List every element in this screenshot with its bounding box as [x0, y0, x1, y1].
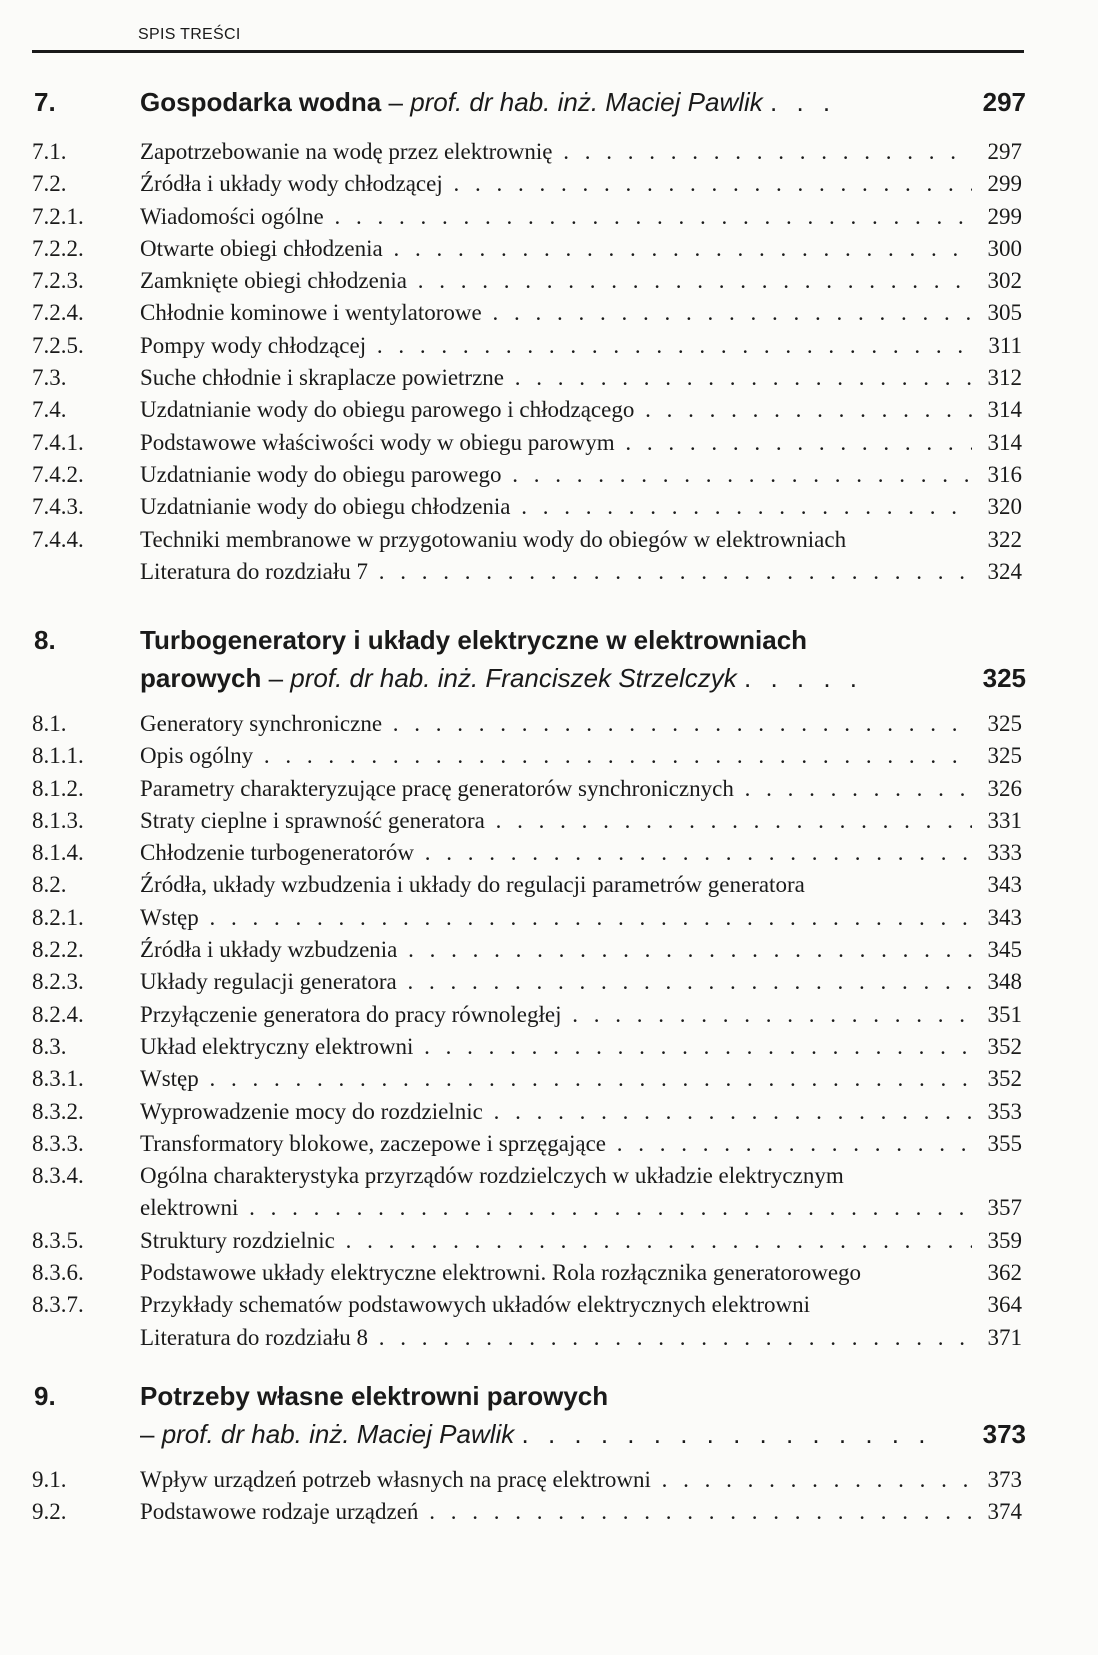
chapter-author: prof. dr hab. inż. Maciej Pawlik — [410, 87, 763, 117]
toc-entry[interactable] — [32, 740, 1026, 772]
entry-page: 364 — [987, 1292, 1022, 1318]
entry-number: 8.3.6. — [32, 1260, 84, 1286]
chapter-8-entries — [32, 708, 1026, 1354]
toc-entry[interactable] — [32, 1192, 1026, 1224]
entry-page: 343 — [987, 904, 1022, 930]
entry-number: 8.1.3. — [32, 807, 84, 833]
entry-title: Podstawowe układy elektryczne elektrowni. Rola rozłącznika generatorowego — [140, 1260, 862, 1286]
entry-page: 374 — [987, 1499, 1022, 1525]
toc-entry[interactable] — [32, 773, 1026, 805]
entry-title-wrap — [140, 1322, 972, 1354]
entry-title-wrap — [140, 1192, 972, 1224]
entry-title: Suche chłodnie i skraplacze powietrzne — [140, 365, 505, 391]
entry-number: 8.2.2. — [32, 937, 84, 963]
entry-title-wrap — [140, 1160, 972, 1192]
chapter-9-entries — [32, 1464, 1026, 1529]
entry-number: 8.3.7. — [32, 1292, 84, 1318]
chapter-number: 8. — [34, 625, 56, 655]
entry-title-wrap — [140, 1464, 972, 1496]
entry-title-wrap — [140, 297, 972, 329]
entry-number: 8.1.1. — [32, 743, 84, 769]
entry-title: Źródła i układy wzbudzenia — [140, 937, 398, 963]
entry-number: 7.2. — [32, 171, 67, 197]
entry-title: Podstawowe rodzaje urządzeń — [140, 1499, 419, 1525]
entry-title-wrap — [140, 1496, 972, 1528]
entry-number: 8.3. — [32, 1033, 67, 1059]
chapter-9-heading[interactable]: 9. Potrzeby własne elektrowni parowych – prof. dr hab. inż. Maciej Pawlik . . . . . . . . . . . . . . . . 373 — [32, 1378, 1026, 1454]
entry-title: Transformatory blokowe, zaczepowe i sprzęgające — [140, 1130, 606, 1156]
entry-title: Opis ogólny — [140, 743, 254, 769]
entry-page: 302 — [987, 268, 1022, 294]
toc-entry[interactable] — [32, 168, 1026, 200]
entry-page: 353 — [987, 1098, 1022, 1124]
running-header — [32, 26, 1024, 53]
entry-title-wrap — [140, 201, 972, 233]
chapter-author: prof. dr hab. inż. Franciszek Strzelczyk — [290, 663, 737, 693]
toc-entry[interactable] — [32, 297, 1026, 329]
entry-page: 348 — [987, 969, 1022, 995]
toc-entry[interactable] — [32, 1225, 1026, 1257]
toc-entry[interactable] — [32, 1496, 1026, 1528]
toc-entry[interactable] — [32, 1128, 1026, 1160]
entry-title: Źródła, układy wzbudzenia i układy do regulacji parametrów generatora — [140, 872, 805, 898]
entry-page: 325 — [987, 711, 1022, 736]
entry-page: 325 — [987, 743, 1022, 769]
toc-entry[interactable] — [32, 1096, 1026, 1128]
entry-page: 324 — [987, 558, 1022, 584]
entry-number: 8.3.2. — [32, 1098, 84, 1124]
chapter-title-line1: Turbogeneratory i układy elektryczne w elektrowniach — [140, 625, 808, 655]
entry-title-wrap — [140, 966, 972, 998]
entry-title: Wstęp — [140, 904, 199, 930]
entry-page: 322 — [987, 526, 1022, 552]
entry-title: Literatura do rozdziału 8 — [140, 1324, 368, 1350]
entry-title: Struktury rozdzielnic — [140, 1227, 335, 1253]
entry-page: 305 — [987, 300, 1022, 326]
entry-page: 312 — [987, 365, 1022, 391]
entry-number: 7.4.1. — [32, 429, 84, 455]
entry-title-wrap — [140, 168, 972, 200]
entry-title: Uzdatnianie wody do obiegu parowego i chłodzącego — [140, 397, 635, 423]
entry-page: 357 — [987, 1195, 1022, 1221]
entry-page: 362 — [987, 1260, 1022, 1286]
entry-number: 7.4.3. — [32, 494, 84, 520]
entry-page: 311 — [988, 332, 1022, 358]
chapter-8-heading[interactable]: 8. Turbogeneratory i układy elektryczne w elektrowniach parowych – prof. dr hab. inż. Franciszek Strzelczyk . . . . . 325 — [32, 622, 1026, 698]
toc-entry[interactable] — [32, 999, 1026, 1031]
toc-entry[interactable] — [32, 1289, 1026, 1321]
toc-entry[interactable] — [32, 1063, 1026, 1095]
entry-number: 8.2.4. — [32, 1001, 84, 1027]
toc-entry[interactable] — [32, 427, 1026, 459]
entry-page: 352 — [987, 1033, 1022, 1059]
entry-number: 9.1. — [32, 1467, 67, 1492]
entry-title-wrap — [140, 837, 972, 869]
toc-entry[interactable] — [32, 869, 1026, 901]
entry-page: 343 — [987, 872, 1022, 898]
entry-title: Podstawowe właściwości wody w obiegu parowym — [140, 429, 615, 455]
toc-entry[interactable] — [32, 902, 1026, 934]
entry-title-wrap — [140, 265, 972, 297]
entry-title-wrap — [140, 934, 972, 966]
entry-number: 7.2.5. — [32, 332, 84, 358]
toc-entry[interactable] — [32, 362, 1026, 394]
entry-title-wrap — [140, 330, 972, 362]
entry-title: Pompy wody chłodzącej — [140, 332, 367, 358]
toc-entry[interactable] — [32, 491, 1026, 523]
chapter-author: prof. dr hab. inż. Maciej Pawlik — [161, 1419, 515, 1449]
entry-page: 326 — [987, 775, 1022, 801]
entry-title-wrap — [140, 136, 972, 168]
entry-page: 355 — [987, 1130, 1022, 1156]
entry-number: 7.2.4. — [32, 300, 84, 326]
entry-title-wrap — [140, 459, 972, 491]
toc-entry[interactable] — [32, 233, 1026, 265]
entry-title-wrap — [140, 805, 972, 837]
entry-title-wrap — [140, 524, 972, 556]
entry-number: 8.3.5. — [32, 1227, 84, 1253]
entry-page: 345 — [987, 937, 1022, 963]
entry-title: Układy regulacji generatora — [140, 969, 397, 995]
entry-title-wrap — [140, 708, 972, 740]
entry-title: Źródła i układy wody chłodzącej — [140, 171, 443, 197]
entry-number: 7.2.2. — [32, 235, 84, 261]
entry-title: Zapotrzebowanie na wodę przez elektrownię — [140, 139, 553, 164]
chapter-page: 325 — [977, 660, 1026, 696]
entry-title-wrap — [140, 1225, 972, 1257]
entry-title: Wpływ urządzeń potrzeb własnych na pracę elektrowni — [140, 1467, 651, 1492]
entry-page: 314 — [987, 397, 1022, 423]
toc-entry[interactable] — [32, 265, 1026, 297]
toc-entry[interactable] — [32, 459, 1026, 491]
entry-title: Wiadomości ogólne — [140, 203, 324, 229]
chapter-page: 373 — [977, 1416, 1026, 1452]
entry-title: Literatura do rozdziału 7 — [140, 558, 368, 584]
toc-entry[interactable] — [32, 1031, 1026, 1063]
entry-page: 352 — [987, 1066, 1022, 1092]
entry-number: 7.4.2. — [32, 461, 84, 487]
entry-title: Chłodzenie turbogeneratorów — [140, 840, 414, 866]
entry-number: 7.2.3. — [32, 268, 84, 294]
entry-number: 8.1.4. — [32, 840, 84, 866]
entry-title: Otwarte obiegi chłodzenia — [140, 235, 383, 261]
toc-entry[interactable] — [32, 805, 1026, 837]
entry-title: Układ elektryczny elektrowni — [140, 1033, 414, 1059]
entry-number: 8.1.2. — [32, 775, 84, 801]
toc-entry[interactable] — [32, 837, 1026, 869]
entry-title: Generatory synchroniczne — [140, 711, 383, 736]
entry-number: 7.2.1. — [32, 203, 84, 229]
toc-entry[interactable] — [32, 1322, 1026, 1354]
entry-title: Uzdatnianie wody do obiegu parowego — [140, 461, 502, 487]
entry-title: elektrowni — [140, 1195, 239, 1221]
toc-entry[interactable] — [32, 524, 1026, 556]
entry-title: Chłodnie kominowe i wentylatorowe — [140, 300, 482, 326]
entry-page: 299 — [987, 203, 1022, 229]
entry-title-wrap — [140, 1128, 972, 1160]
entry-page: 300 — [987, 235, 1022, 261]
entry-page: 371 — [987, 1324, 1022, 1350]
chapter-number: 7. — [34, 87, 56, 117]
entry-number: 9.2. — [32, 1499, 67, 1525]
entry-title: Parametry charakteryzujące pracę generatorów synchronicznych — [140, 775, 734, 801]
toc-entry[interactable] — [32, 966, 1026, 998]
entry-title-wrap — [140, 1063, 972, 1095]
entry-title-wrap — [140, 427, 972, 459]
entry-title: Wyprowadzenie mocy do rozdzielnic — [140, 1098, 483, 1124]
entry-page: 299 — [987, 171, 1022, 197]
entry-number: 7.3. — [32, 365, 67, 391]
toc-entry[interactable] — [32, 394, 1026, 426]
entry-number: 8.2.1. — [32, 904, 84, 930]
entry-title: Przykłady schematów podstawowych układów elektrycznych elektrowni — [140, 1292, 810, 1318]
entry-title: Straty cieplne i sprawność generatora — [140, 807, 485, 833]
entry-number: 8.3.1. — [32, 1066, 84, 1092]
entry-title-wrap — [140, 233, 972, 265]
entry-title-wrap — [140, 1289, 972, 1321]
toc-entry[interactable] — [32, 556, 1026, 588]
entry-number: 8.2. — [32, 872, 67, 898]
entry-number: 8.2.3. — [32, 969, 84, 995]
entry-title-wrap — [140, 869, 972, 901]
entry-title: Uzdatnianie wody do obiegu chłodzenia — [140, 494, 511, 520]
entry-page: 297 — [987, 139, 1022, 164]
entry-number: 8.1. — [32, 711, 67, 736]
entry-number: 7.4.4. — [32, 526, 84, 552]
entry-number: 8.3.3. — [32, 1130, 84, 1156]
entry-title-wrap — [140, 740, 972, 772]
entry-page: 333 — [987, 840, 1022, 866]
entry-title-wrap — [140, 1257, 972, 1289]
toc-entry[interactable] — [32, 1160, 1026, 1192]
entry-page: 314 — [987, 429, 1022, 455]
entry-title-wrap — [140, 491, 972, 523]
entry-title-wrap — [140, 773, 972, 805]
entry-title: Ogólna charakterystyka przyrządów rozdzielczych w układzie elektrycznym — [140, 1163, 844, 1189]
entry-title-wrap — [140, 1096, 972, 1128]
header-title: SPIS TREŚCI — [138, 26, 241, 43]
entry-number: 7.1. — [32, 139, 67, 164]
entry-title-wrap — [140, 999, 972, 1031]
toc-entry[interactable] — [32, 1257, 1026, 1289]
entry-page: 320 — [987, 494, 1022, 520]
entry-page: 331 — [987, 807, 1022, 833]
entry-page: 359 — [987, 1227, 1022, 1253]
toc-entry[interactable] — [32, 330, 1026, 362]
chapter-page: 297 — [977, 84, 1026, 120]
entry-number: 7.4. — [32, 397, 67, 423]
entry-page: 316 — [987, 461, 1022, 487]
chapter-title-line2: parowych — [140, 663, 262, 693]
entry-number: 8.3.4. — [32, 1163, 84, 1189]
entry-title-wrap — [140, 1031, 972, 1063]
toc-entry[interactable] — [32, 136, 1026, 168]
entry-title: Przyłączenie generatora do pracy równoległej — [140, 1001, 562, 1027]
entry-page: 373 — [987, 1467, 1022, 1492]
entry-title-wrap — [140, 394, 972, 426]
toc-entry[interactable] — [32, 1464, 1026, 1496]
entry-title-wrap — [140, 362, 972, 394]
entry-page: 351 — [987, 1001, 1022, 1027]
chapter-title: Gospodarka wodna — [140, 87, 382, 117]
toc-entry[interactable] — [32, 201, 1026, 233]
entry-title-wrap — [140, 902, 972, 934]
chapter-7-heading[interactable]: 7. Gospodarka wodna – prof. dr hab. inż. Maciej Pawlik . . . 297 — [32, 84, 1026, 124]
chapter-7-entries — [32, 136, 1026, 588]
toc-entry[interactable] — [32, 934, 1026, 966]
entry-title: Wstęp — [140, 1066, 199, 1092]
chapter-number: 9. — [34, 1381, 56, 1411]
entry-title: Techniki membranowe w przygotowaniu wody do obiegów w elektrowniach — [140, 526, 847, 552]
chapter-title: Potrzeby własne elektrowni parowych — [140, 1381, 609, 1411]
toc-entry[interactable] — [32, 708, 1026, 740]
entry-title: Zamknięte obiegi chłodzenia — [140, 268, 407, 294]
entry-title-wrap — [140, 556, 972, 588]
